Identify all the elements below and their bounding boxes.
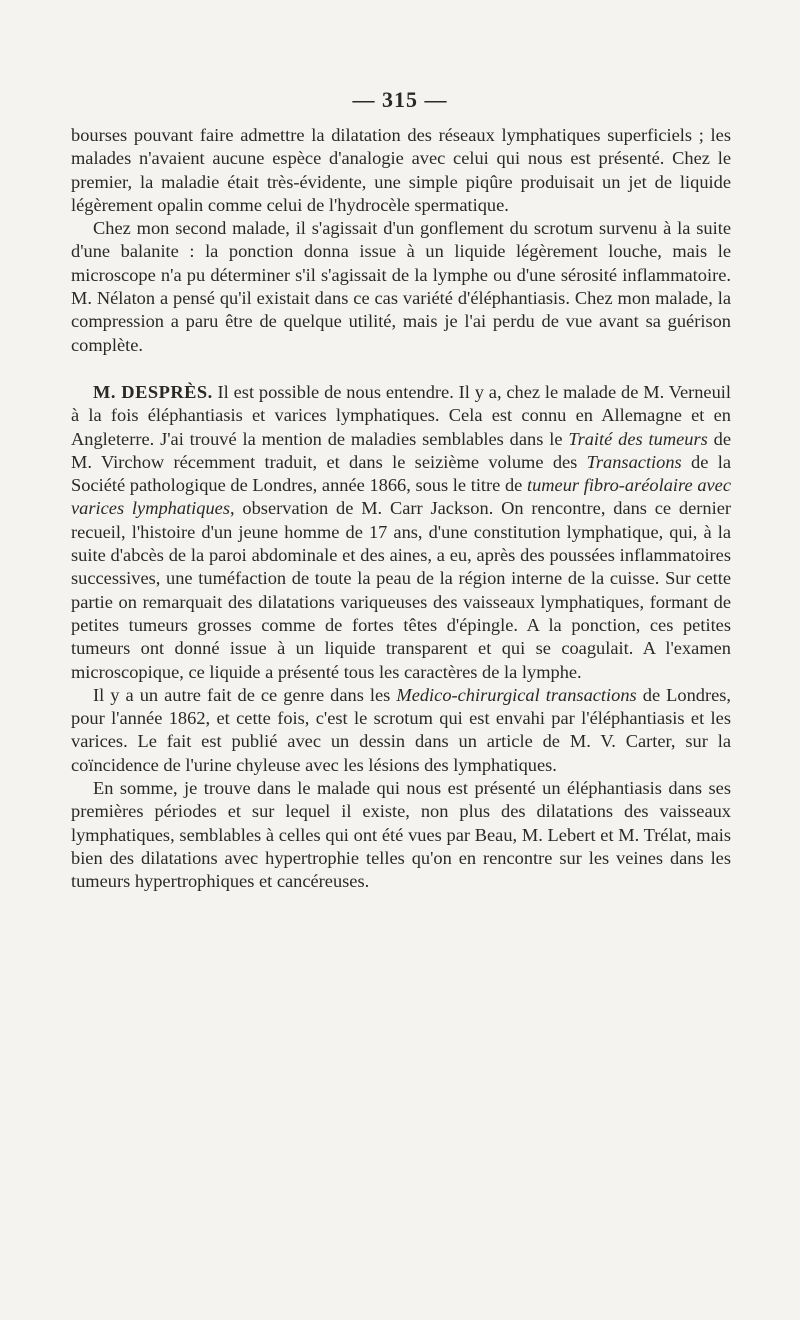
paragraph-2: Chez mon second malade, il s'agissait d'un gonflement du scrotum survenu à la suite d'une balanite : la ponction donna issue à un liquide légèrement louche, mais le microscope n'a pu déterminer s'il s'agissait de la lymphe ou d'une sérosité inflammatoire. M. Nélaton a pensé qu'il existait dans ce cas variété d'éléphantiasis. Chez mon malade, la compression a paru être de quelque utilité, mais je l'ai perdu de vue avant sa guérison complète.	[71, 218, 731, 355]
paragraph-4	[71, 684, 731, 777]
paragraph-4-italic-1: Medico-chirurgical transactions	[396, 684, 637, 705]
paragraph-3-text-2: de M. Virchow récemment traduit, et dans le seizième volume des	[71, 428, 731, 472]
page-number: — 315 —	[352, 87, 448, 112]
body-text	[71, 124, 731, 894]
paragraph-1: bourses pouvant faire admettre la dilatation des réseaux lymphatiques superficiels ; les malades n'avaient aucune espèce d'analogie avec celui qui nous est présenté. Chez le premier, la maladie était très-évidente, une simple piqûre produisait un jet de liquide légèrement opalin comme celui de l'hydrocèle spermatique.	[71, 125, 731, 215]
paragraph-3-italic-3: tumeur fibro-aréolaire avec varices lymphatiques	[71, 475, 731, 519]
paragraph-3-italic-1: Traité des tumeurs	[568, 428, 708, 449]
paragraph-5: En somme, je trouve dans le malade qui nous est présenté un éléphantiasis dans ses premières périodes et sur lequel il existe, non plus des dilatations des vaisseaux lymphatiques, semblables à celles qui ont été vues par Beau, M. Lebert et M. Trélat, mais bien des dilatations avec hypertrophie telles qu'on en rencontre sur les veines dans les tumeurs hypertrophiques et cancéreuses.	[71, 778, 731, 892]
paragraph-4-text-1: Il y a un autre fait de ce genre dans les	[93, 684, 397, 705]
speaker-name: M. DESPRÈS.	[93, 381, 213, 402]
paragraph-3	[71, 381, 731, 684]
paragraph-4-text-2: de Londres, pour l'année 1862, et cette fois, c'est le scrotum qui est envahi par l'éléphantiasis et les varices. Le fait est publié avec un dessin dans un article de M. V. Carter, sur la coïncidence de l'urine chyleuse avec les lésions des lymphatiques.	[71, 684, 732, 775]
paragraph-3-text-3: de la Société pathologique de Londres, année 1866, sous le titre de	[71, 451, 731, 496]
paragraph-3-italic-2: Transactions	[586, 451, 682, 472]
paragraph-3-text-4: , observation de M. Carr Jackson. On rencontre, dans ce dernier recueil, l'histoire d'un jeune homme de 17 ans, d'une constitution lymphatique, qui, à la suite d'abcès de la paroi abdominale et des aines, a eu, après des poussées inflammatoires successives, une tuméfaction de toute la peau de la région interne de la cuisse. Sur cette partie on remarquait des dilatations variqueuses des vaisseaux lymphatiques, formant de petites tumeurs grosses comme de fortes têtes d'épingle. A la ponction, ces petites tumeurs ont donné issue à un liquide transparent et qui se coagulait. A l'examen microscopique, ce liquide a présenté tous les caractères de la lymphe.	[71, 498, 731, 682]
paragraph-3-text-1: Il est possible de nous entendre. Il y a, chez le malade de M. Verneuil à la fois éléphantiasis et varices lymphatiques. Cela est connu en Allemagne et en Angleterre. J'ai trouvé la mention de maladies semblables dans le	[71, 381, 732, 449]
